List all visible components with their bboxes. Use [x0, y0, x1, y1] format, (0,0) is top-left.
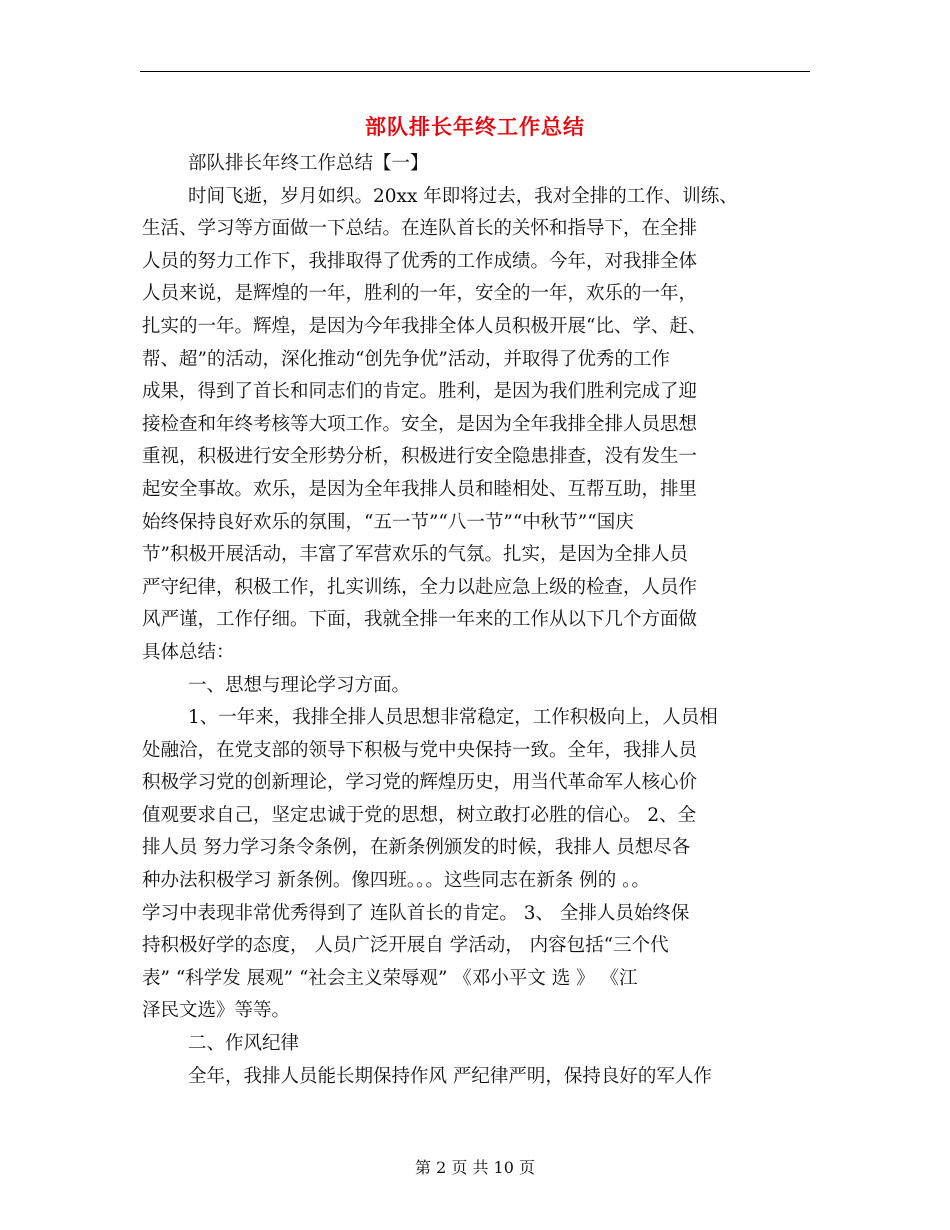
text-line: 时间飞逝，岁月如织。20xx 年即将过去，我对全排的工作、训练、	[188, 185, 738, 207]
text-line: 排人员 努力学习条令条例，在新条例颁发的时候，我排人 员想尽各	[142, 837, 691, 859]
text-line: 积极学习党的创新理论，学习党的辉煌历史，用当代革命军人核心价	[142, 772, 698, 794]
header-rule	[140, 71, 810, 72]
text-line: 严守纪律，积极工作，扎实训练，全力以赴应急上级的检查，人员作	[142, 576, 698, 598]
text-line: 生活、学习等方面做一下总结。在连队首长的关怀和指导下，在全排	[142, 218, 698, 240]
text-line: 二、作风纪律	[188, 1033, 300, 1055]
text-line: 一、思想与理论学习方面。	[188, 674, 411, 696]
text-line: 成果，得到了首长和同志们的肯定。胜利，是因为我们胜利完成了迎	[142, 381, 698, 403]
text-line: 重视，积极进行安全形势分析，积极进行安全隐患排查，没有发生一	[142, 446, 698, 468]
text-line: 风严谨，工作仔细。下面，我就全排一年来的工作从以下几个方面做	[142, 609, 698, 631]
text-line: 扎实的一年。辉煌，是因为今年我排全体人员积极开展“比、学、赶、	[142, 315, 707, 337]
document-title: 部队排长年终工作总结	[365, 115, 585, 139]
text-line: 种办法积极学习 新条例。像四班。。。这些同志在新条 例的 。。	[142, 870, 650, 892]
text-line: 节”积极开展活动，丰富了军营欢乐的气氛。扎实，是因为全排人员	[142, 544, 688, 566]
text-line: 接检查和年终考核等大项工作。安全，是因为全年我排全排人员思想	[142, 413, 698, 435]
text-line: 泽民文选》等等。	[142, 1000, 291, 1022]
text-line: 部队排长年终工作总结【一】	[188, 153, 429, 174]
text-line: 帮、超”的活动，深化推动“创先争优”活动，并取得了优秀的工作	[142, 348, 670, 370]
text-line: 值观要求自己，坚定忠诚于党的思想，树立敢打必胜的信心。 2、全	[142, 804, 697, 826]
text-line: 全年，我排人员能长期保持作风 严纪律严明，保持良好的军人作	[188, 1065, 712, 1087]
text-line: 学习中表现非常优秀得到了 连队首长的肯定。 3、 全排人员始终保	[142, 902, 690, 924]
text-line: 1、一年来，我排全排人员思想非常稳定，工作积极向上，人员相	[188, 707, 718, 729]
text-line: 具体总结：	[142, 641, 235, 663]
text-line: 始终保持良好欢乐的氛围，“五一节”“八一节”“中秋节”“国庆	[142, 511, 634, 533]
text-line: 持积极好学的态度， 人员广泛开展自 学活动， 内容包括“三个代	[142, 935, 669, 957]
page-footer: 第 2 页 共 10 页	[415, 1158, 535, 1177]
text-line: 处融洽，在党支部的领导下积极与党中央保持一致。全年，我排人员	[142, 739, 698, 761]
text-line: 起安全事故。欢乐，是因为全年我排人员和睦相处、互帮互助，排里	[142, 478, 698, 500]
text-line: 人员来说，是辉煌的一年，胜利的一年，安全的一年，欢乐的一年，	[142, 283, 698, 305]
text-line: 表” “科学发 展观” “社会主义荣辱观” 《邓小平文 选 》 《江	[142, 967, 638, 989]
document-body	[142, 148, 802, 1093]
text-line: 人员的努力工作下，我排取得了优秀的工作成绩。今年，对我排全体	[142, 250, 698, 272]
